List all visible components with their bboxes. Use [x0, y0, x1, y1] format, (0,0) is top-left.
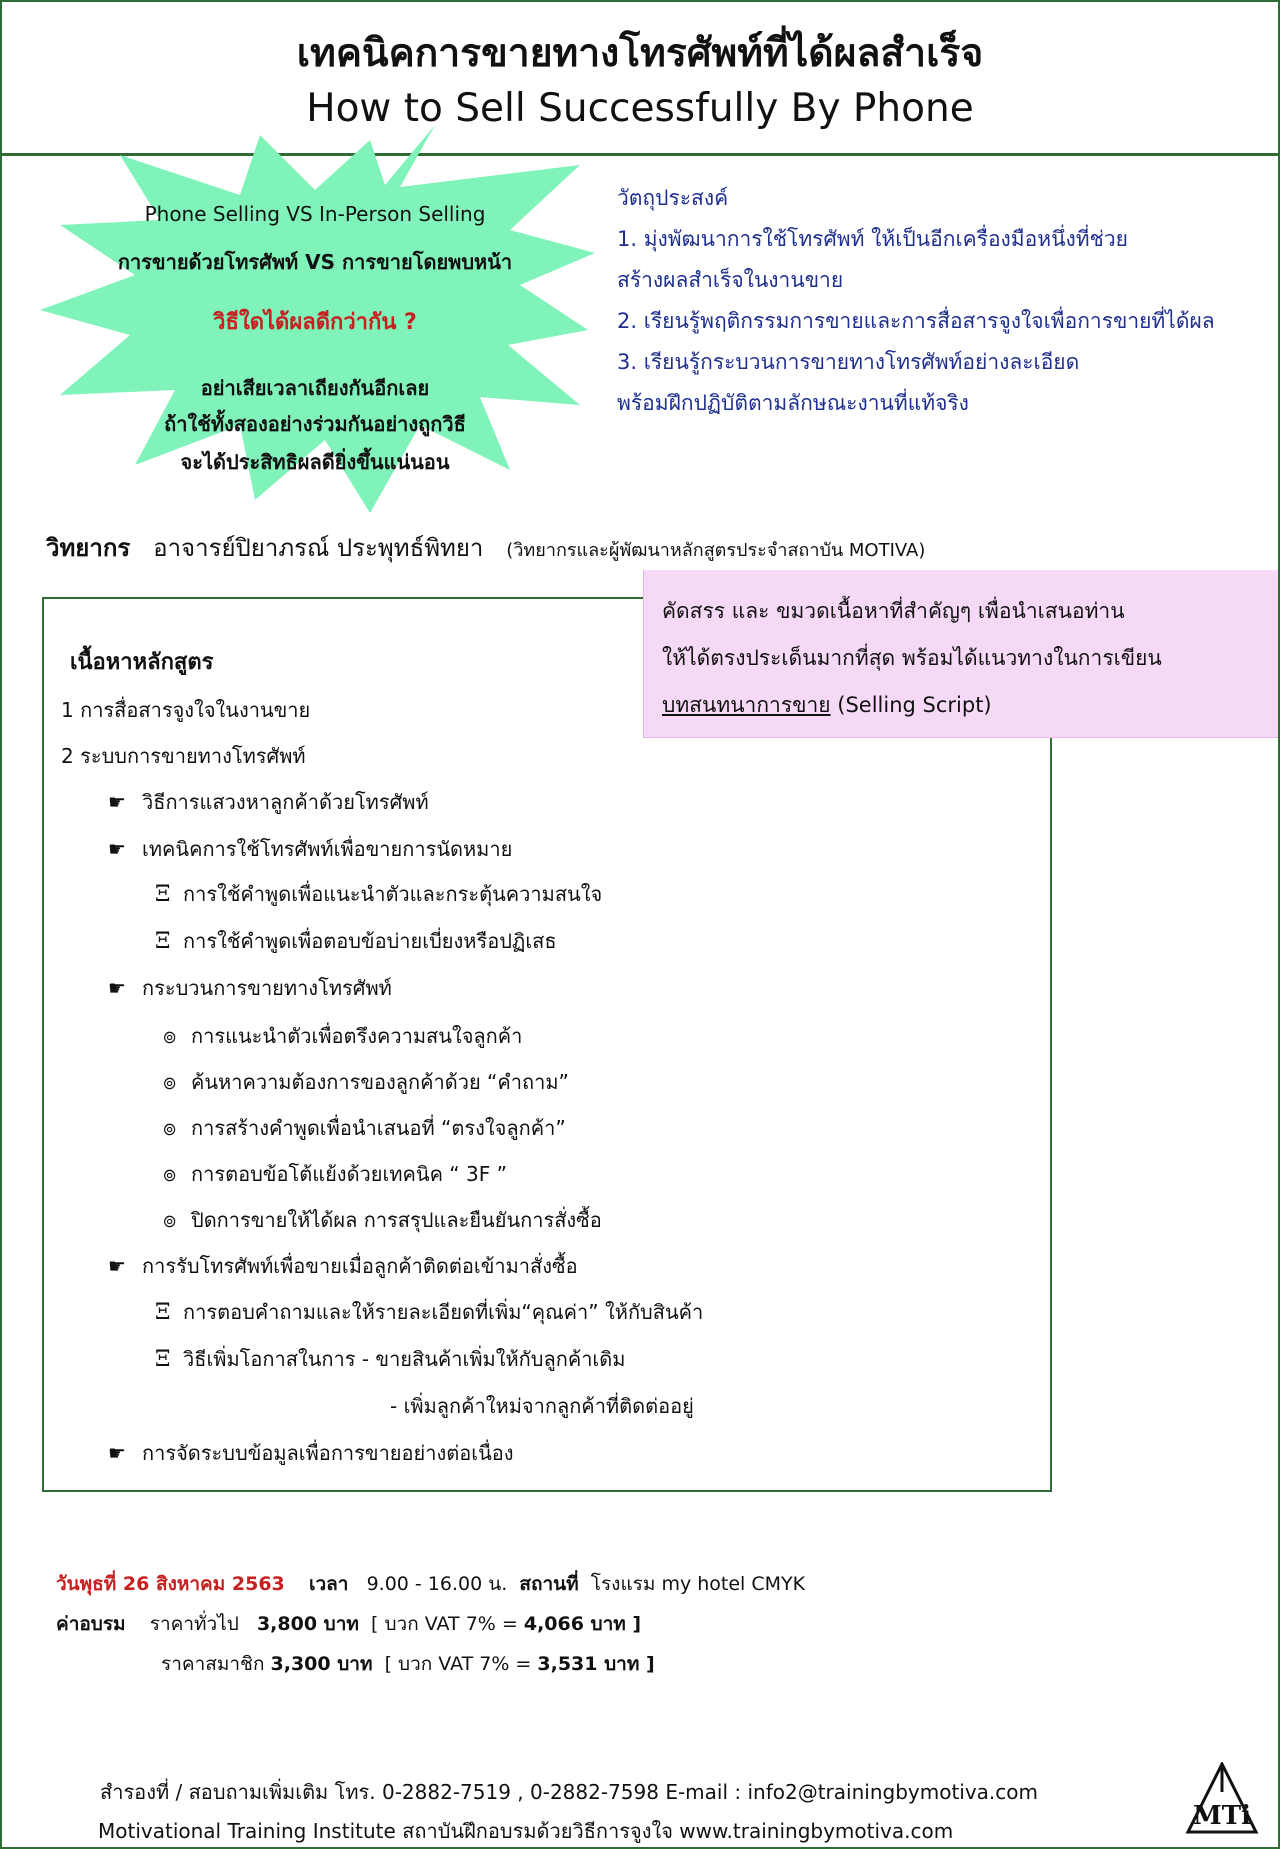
xi-bullet-icon: Ξ: [155, 1300, 171, 1325]
star-question: วิธีใดได้ผลดีกว่ากัน ?: [213, 310, 417, 335]
speaker: [46, 528, 925, 567]
list-item: Ξ การใช้คำพูดเพื่อแนะนำตัวและกระตุ้นความสนใจ: [155, 882, 603, 907]
star-line-6: จะได้ประสิทธิผลดียิ่งขึ้นแน่นอน: [180, 450, 450, 474]
pointing-hand-icon: ☛: [108, 790, 126, 814]
highlight-line-1: คัดสรร และ ขมวดเนื้อหาที่สำคัญๆ เพื่อนำเสนอท่าน: [662, 599, 1125, 623]
member-total: 3,531 บาท ]: [537, 1653, 655, 1675]
content-item-1: 1 การสื่อสารจูงใจในงานขาย: [61, 698, 311, 722]
course-date: วันพุธที่ 26 สิงหาคม 2563: [56, 1573, 285, 1595]
list-item: ☛ กระบวนการขายทางโทรศัพท์: [108, 976, 392, 1000]
general-price-label: ราคาทั่วไป: [149, 1613, 239, 1635]
selling-script-term: บทสนทนาการขาย: [662, 693, 831, 717]
objective-line: 1. มุ่งพัฒนาการใช้โทรศัพท์ ให้เป็นอีกเครื่องมือหนึ่งที่ช่วย: [617, 227, 1128, 251]
venue: โรงแรม my hotel CMYK: [590, 1573, 806, 1595]
list-item: ๏ ปิดการขายให้ได้ผล การสรุปและยืนยันการสั่งซื้อ: [163, 1202, 602, 1237]
list-item: ๏ การตอบข้อโต้แย้งด้วยเทคนิค “ 3F ”: [163, 1156, 507, 1191]
member-price-label: ราคาสมาชิก: [161, 1653, 265, 1675]
speaker-note: (วิทยากรและผู้พัฒนาหลักสูตรประจำสถาบัน MOTIVA): [506, 540, 926, 561]
highlight-box: [643, 570, 1278, 738]
list-item: ๏ การสร้างคำพูดเพื่อนำเสนอที่ “ตรงใจลูกค้า”: [163, 1110, 566, 1145]
list-item: ☛ เทคนิคการใช้โทรศัพท์เพื่อขายการนัดหมาย: [108, 837, 513, 861]
pointing-hand-icon: ☛: [108, 976, 126, 1000]
logo-text: MTi: [1192, 1801, 1252, 1831]
objective-line: พร้อมฝึกปฏิบัติตามลักษณะงานที่แท้จริง: [617, 391, 969, 415]
star-line-5: ถ้าใช้ทั้งสองอย่างร่วมกันอย่างถูกวิธี: [164, 412, 466, 436]
institute-line: Motivational Training Institute สถาบันฝึกอบรมด้วยวิธีการจูงใจ www.trainingbymotiva.com: [98, 1819, 954, 1843]
objective-line: 3. เรียนรู้กระบวนการขายทางโทรศัพท์อย่างละเอียด: [617, 350, 1080, 374]
list-item: ☛ การจัดระบบข้อมูลเพื่อการขายอย่างต่อเนื่อง: [108, 1441, 514, 1465]
schedule-line: [56, 1569, 805, 1599]
list-item: - เพิ่มลูกค้าใหม่จากลูกค้าที่ติดต่ออยู่: [390, 1394, 694, 1418]
circle-bullet-icon: ๏: [163, 1162, 177, 1187]
circle-bullet-icon: ๏: [163, 1116, 177, 1141]
pointing-hand-icon: ☛: [108, 1254, 126, 1278]
title-thai: เทคนิคการขายทางโทรศัพท์ที่ได้ผลสำเร็จ: [296, 31, 984, 76]
list-item: ☛ การรับโทรศัพท์เพื่อขายเมื่อลูกค้าติดต่อเข้ามาสั่งซื้อ: [108, 1254, 578, 1278]
xi-bullet-icon: Ξ: [155, 929, 171, 954]
content-heading: เนื้อหาหลักสูตร: [70, 650, 214, 675]
time-label: เวลา: [308, 1573, 349, 1595]
star-line-4: อย่าเสียเวลาเถียงกันอีกเลย: [200, 376, 430, 400]
highlight-line-2: ให้ได้ตรงประเด็นมากที่สุด พร้อมได้แนวทางในการเขียน: [662, 646, 1162, 670]
general-price: 3,800 บาท: [256, 1613, 359, 1635]
circle-bullet-icon: ๏: [163, 1070, 177, 1095]
highlight-line-3: บทสนทนาการขาย (Selling Script): [662, 693, 992, 717]
objective-line: สร้างผลสำเร็จในงานขาย: [617, 268, 844, 292]
mti-logo: [1184, 1762, 1260, 1834]
xi-bullet-icon: Ξ: [155, 1347, 171, 1372]
contact-line: สำรองที่ / สอบถามเพิ่มเติม โทร. 0-2882-7519 , 0-2882-7598 E-mail : info2@trainingbymotiva.com: [100, 1780, 1039, 1804]
list-item: ๏ การแนะนำตัวเพื่อตรึงความสนใจลูกค้า: [163, 1018, 522, 1053]
content-item-2: 2 ระบบการขายทางโทรศัพท์: [61, 744, 306, 768]
member-price: 3,300 บาท: [270, 1653, 373, 1675]
star-line-2: การขายด้วยโทรศัพท์ VS การขายโดยพบหน้า: [117, 250, 513, 274]
objective-line: 2. เรียนรู้พฤติกรรมการขายและการสื่อสารจูงใจเพื่อการขายที่ได้ผล: [617, 309, 1215, 333]
pointing-hand-icon: ☛: [108, 1441, 126, 1465]
course-time: 9.00 - 16.00 น.: [366, 1573, 508, 1595]
list-item: Ξ การตอบคำถามและให้รายละเอียดที่เพิ่ม“คุณค่า” ให้กับสินค้า: [155, 1300, 704, 1325]
list-item: Ξ วิธีเพิ่มโอกาสในการ - ขายสินค้าเพิ่มให้กับลูกค้าเดิม: [155, 1347, 626, 1372]
circle-bullet-icon: ๏: [163, 1024, 177, 1049]
list-item: ๏ ค้นหาความต้องการของลูกค้าด้วย “คำถาม”: [163, 1064, 569, 1099]
pointing-hand-icon: ☛: [108, 837, 126, 861]
objectives: [617, 178, 1277, 424]
fee-member-line: ราคาสมาชิก 3,300 บาท [ บวก VAT 7% = 3,531 บาท ]: [161, 1653, 655, 1675]
venue-label: สถานที่: [519, 1573, 579, 1595]
circle-bullet-icon: ๏: [163, 1208, 177, 1233]
list-item: ☛ วิธีการแสวงหาลูกค้าด้วยโทรศัพท์: [108, 790, 429, 814]
star-line-1: Phone Selling VS In-Person Selling: [144, 202, 486, 226]
general-total: 4,066 บาท ]: [523, 1613, 642, 1635]
objectives-heading: วัตถุประสงค์: [617, 186, 729, 210]
fee-label: ค่าอบรม: [56, 1613, 126, 1635]
list-item: Ξ การใช้คำพูดเพื่อตอบข้อบ่ายเบี่ยงหรือปฏิเสธ: [155, 929, 557, 954]
xi-bullet-icon: Ξ: [155, 882, 171, 907]
speaker-label: วิทยากร: [46, 534, 131, 562]
title-english: How to Sell Successfully By Phone: [306, 86, 974, 131]
fee-general-line: ค่าอบรม ราคาทั่วไป 3,800 บาท [ บวก VAT 7% = 4,066 บาท ]: [56, 1613, 642, 1635]
speaker-name: อาจารย์ปิยาภรณ์ ประพุทธ์พิทยา: [153, 534, 484, 562]
